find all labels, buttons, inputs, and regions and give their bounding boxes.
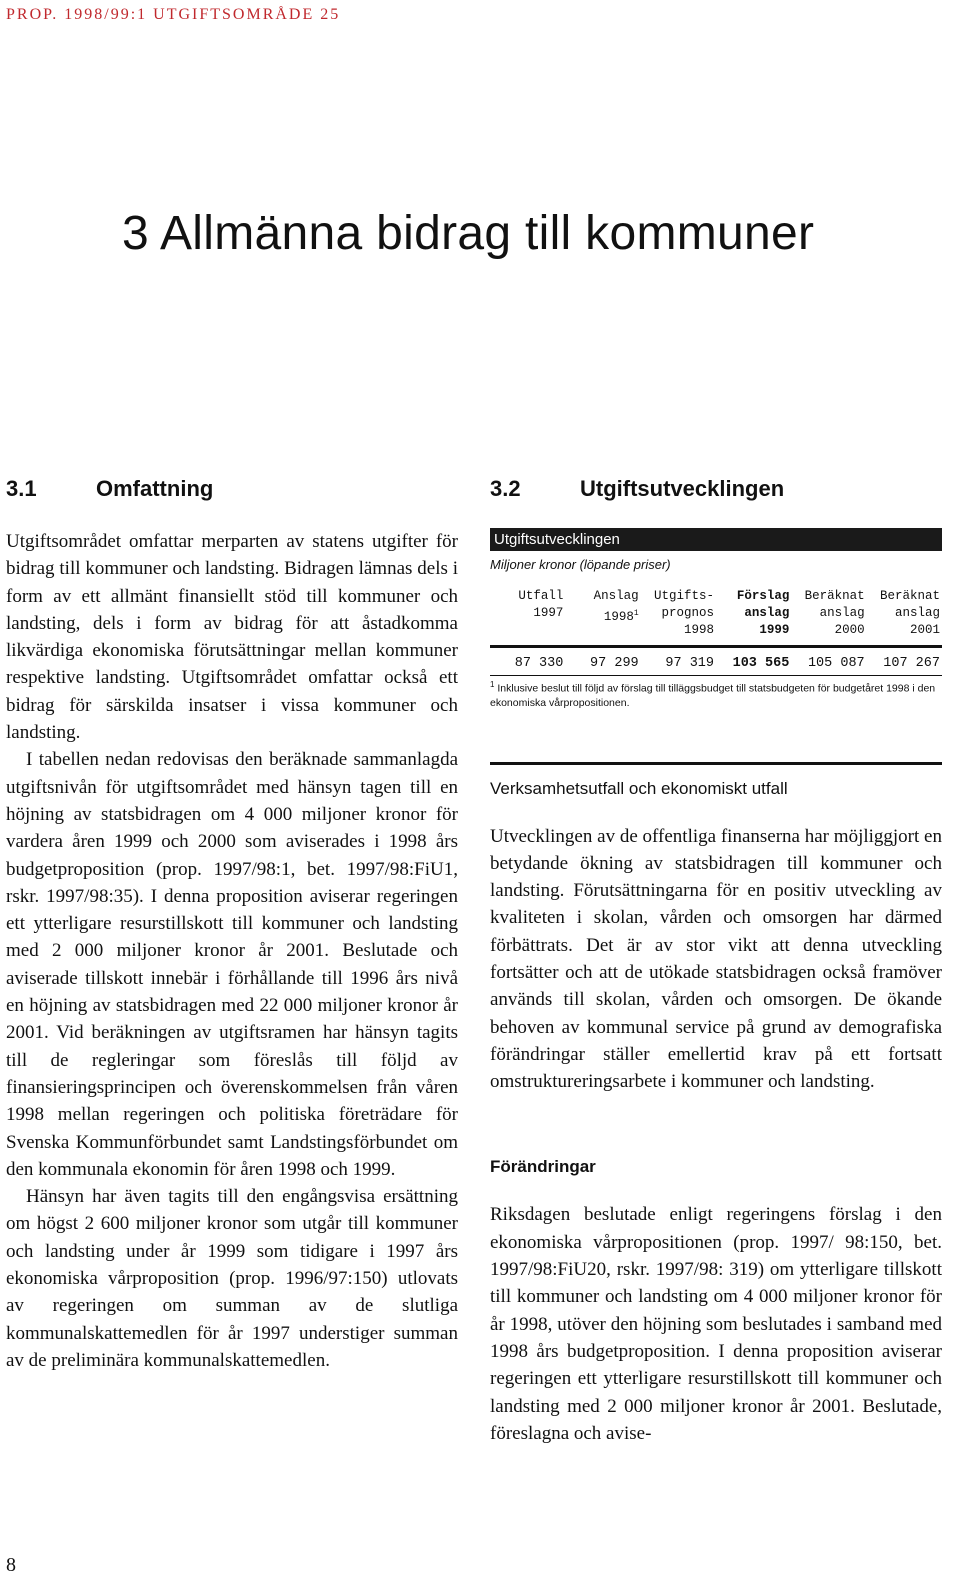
chapter-title: 3 Allmänna bidrag till kommuner: [122, 207, 815, 260]
header-line: 1998: [683, 623, 714, 637]
table-cell: 87 330: [490, 648, 565, 676]
table-column-header: [716, 588, 791, 648]
table-column-header: [490, 588, 565, 648]
section-title: Utgiftsutvecklingen: [580, 476, 785, 501]
running-header: PROP. 1998/99:1 UTGIFTSOMRÅDE 25: [6, 6, 341, 23]
section-heading-omfattning: [6, 476, 458, 502]
table-column-header: [867, 588, 942, 648]
header-line: Utfall: [518, 589, 564, 603]
header-line: anslag: [819, 606, 865, 620]
section-title: Omfattning: [96, 476, 214, 501]
table-cell: 105 087: [791, 648, 866, 676]
header-line: 2001: [909, 623, 940, 637]
table-cell: 103 565: [716, 648, 791, 676]
paragraph: Utvecklingen av de offentliga finanserna har möjliggjort en betydande ökning av statsbidragen till kommuner och landsting. Förutsättningarna för en positiv utveckling av kvaliteten i skolan, vården och omsorgen har därmed förbättrats. Det är av stor vikt att denna utveckling fortsätter och att de utökade statsbidragen också framöver används till skolan, vården och omsorgen. De ökande behoven av kommunal service på grund av demografiska förändringar ställer emellertid krav på ett fortsatt omstruktureringsarbete i kommuner och landsting.: [490, 825, 942, 1093]
header-line: Anslag: [593, 589, 639, 603]
header-line: 2000: [834, 623, 865, 637]
right-column: [490, 476, 942, 1447]
header-line: Beräknat: [879, 589, 940, 603]
table-column-header: [641, 588, 716, 648]
table-title: Utgiftsutvecklingen: [490, 528, 942, 551]
footnote-ref: 1: [633, 609, 639, 618]
header-line: anslag: [744, 606, 790, 620]
table-footnote: [490, 678, 942, 710]
paragraph: I tabellen nedan redovisas den beräknade sammanlagda utgiftsnivån för utgiftsområdet med hänsyn tagen till en höjning av statsbidragen om 4 000 miljoner kronor för vardera åren 1999 och 2000 som aviserades i 1998 års budgetproposition (prop. 1997/98:1, bet. 1997/98:FiU1, rskr. 1997/98:35). I denna proposition aviserar regeringen ett ytterligare resurstillskott till kommuner och landsting med 2 000 miljoner kronor år 2001. Beslutade och aviserade tillskott innebär i förhållande till 1996 års nivå en höjning av statsbidragen med 22 000 miljoner kronor år 2001. Vid beräkningen av utgiftsramen har hänsyn tagits till de regleringar som föreslås till följd av finansieringsprincipen och överenskommelsen från våren 1998 mellan regeringen och politiska företrädare för Svenska Kommunförbundet samt Landstingsförbundet om den kommunala ekonomin för åren 1998 och 1999.: [6, 749, 458, 1180]
table-column-header: [791, 588, 866, 648]
header-line: anslag: [894, 606, 940, 620]
header-line: Beräknat: [804, 589, 865, 603]
paragraph: Utgiftsområdet omfattar merparten av statens utgifter för bidrag till kommuner och landsting. Bidragen lämnas dels i form av ett allmänt finansiellt stöd till kommuner och landsting, dels i form av bidrag för att åstadkomma likvärdiga ekonomiska förutsättningar mellan kommuner respektive landsting. Utgiftsområdet omfattar också ett bidrag för särskilda insatser i vissa kommuner och landsting.: [6, 531, 458, 744]
header-line: 1998$^1$: [603, 609, 639, 625]
expenditure-table: [490, 528, 942, 710]
section-number: 3.2: [490, 476, 521, 501]
table-subtitle: Miljoner kronor (löpande priser): [490, 557, 671, 572]
section-divider: [490, 762, 942, 765]
header-line: 1999: [759, 623, 790, 637]
table-cell: 97 299: [565, 648, 640, 676]
table-column-header: [565, 588, 640, 648]
table-cell: 107 267: [867, 648, 942, 676]
paragraph: Riksdagen beslutade enligt regeringens förslag i den ekonomiska vårpropositionen (prop. 1997/ 98:150, bet. 1997/98:FiU20, rskr. 1997/98: 319) om ytterligare tillskott till kommuner och landsting om 4 000 miljoner kronor för år 1998, utöver den höjning som beslutades i samband med 1998 års budgetproposition. I denna proposition aviserar regeringen ett ytterligare resurstillskott till kommuner och landsting med 2 000 miljoner kronor år 2001. Beslutade, föreslagna och avise-: [490, 1204, 942, 1444]
section-number: 3.1: [6, 476, 37, 501]
header-line: 1997: [533, 606, 564, 620]
table-grid: [490, 588, 942, 676]
left-column: [6, 476, 458, 1374]
subheading-forandringar: Förändringar: [490, 1157, 596, 1177]
section-heading-utgiftsutvecklingen: [490, 476, 942, 502]
header-line: Utgifts-: [653, 589, 714, 603]
header-line: Förslag: [736, 589, 790, 603]
page-number: 8: [6, 1554, 16, 1576]
subheading-verksamhetsutfall: Verksamhetsutfall och ekonomiskt utfall: [490, 778, 788, 798]
paragraph: Hänsyn har även tagits till den engångsvisa ersättning om högst 2 600 miljoner kronor som utgår till kommuner och landsting under år 1999 som tidigare i 1997 års ekonomiska vårproposition (prop. 1996/97:150) utlovats av regeringen om summan av de slutliga kommunalskattemedlen för år 1997 understiger summan av de preliminära kommunalskattemedlen.: [6, 1186, 458, 1371]
table-cell: 97 319: [641, 648, 716, 676]
footnote-text: Inklusive beslut till följd av förslag till tilläggsbudget till statsbudgeten för budgetåret 1998 i den ekonomiska vårpropositionen.: [490, 682, 936, 709]
header-line: prognos: [661, 606, 714, 620]
footnote-marker: 1: [490, 680, 495, 689]
